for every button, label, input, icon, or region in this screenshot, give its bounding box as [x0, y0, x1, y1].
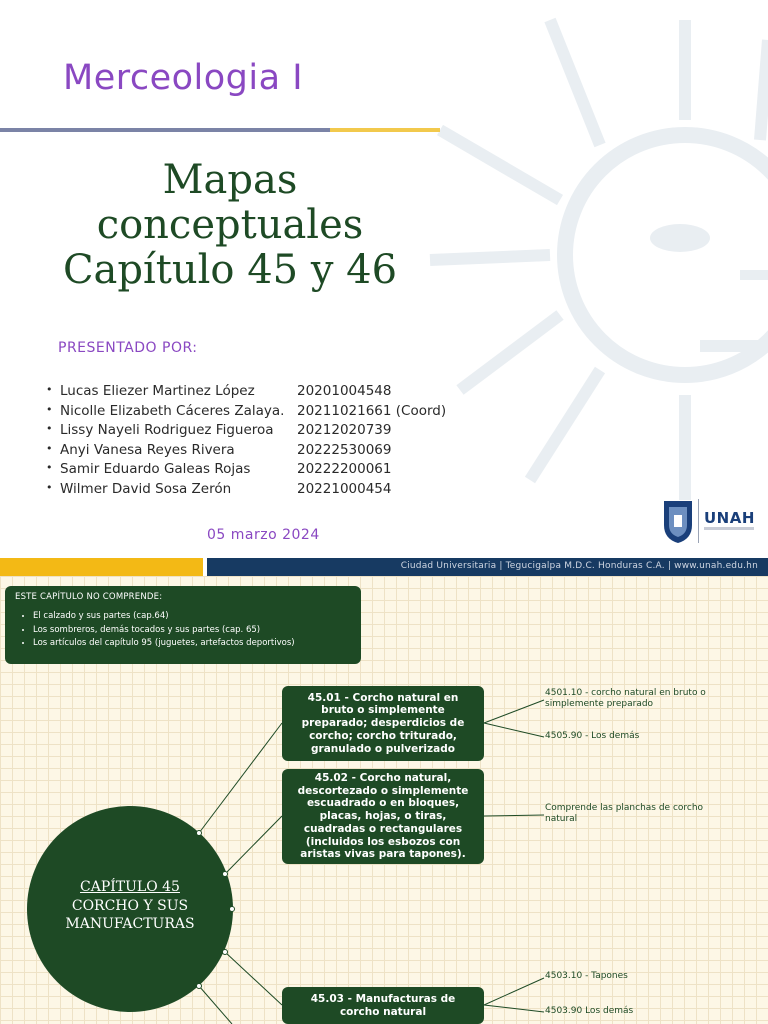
chapter-node [27, 806, 233, 1012]
exclusion-list [15, 610, 351, 651]
student-name: Wilmer David Sosa Zerón [60, 480, 232, 497]
chapter-number: CAPÍTULO 45 [80, 879, 180, 895]
student-name: Anyi Vanesa Reyes Rivera [60, 441, 235, 458]
connector-line [225, 952, 282, 1005]
student-id: 20222200061 [297, 461, 392, 477]
student-name: Lissy Nayeli Rodriguez Figueroa [60, 422, 274, 438]
student-id: 20222530069 [297, 441, 392, 458]
concept-map [0, 576, 768, 1024]
subheading-leaf: 4505.90 - Los demás [545, 731, 640, 741]
title-line: Capítulo 45 y 46 [62, 247, 398, 293]
student-id: 20211021661 (Coord) [297, 402, 447, 419]
heading-node-4502: 45.02 - Corcho natural, descortezado o simplemente escuadrado o en bloques, placas, hojas, o tiras, cuadradas o rectangulares (incluidos los esbozos con aristas vivas para tapones). [282, 769, 484, 864]
footer-bar [0, 558, 768, 576]
connector-dot [196, 983, 202, 989]
exclusion-item: • Los artículos del capítulo 95 (juguetes, artefactos deportivos) [33, 637, 351, 651]
connector-line [484, 723, 544, 737]
subheading-leaf: 4503.10 - Tapones [545, 971, 628, 981]
connector-line [484, 700, 544, 723]
connector-dot [222, 871, 228, 877]
subheading-leaf: 4503.90 Los demás [545, 1006, 634, 1016]
student-id: 20221000454 [297, 480, 392, 497]
divider-blue [0, 128, 330, 132]
connector-line [484, 815, 544, 816]
connector-line [225, 816, 282, 874]
student-name: Lucas Eliezer Martinez López [60, 383, 255, 399]
course-subject: Merceologia I [63, 58, 304, 98]
chapter-name: MANUFACTURAS [65, 916, 195, 932]
connector-dot [196, 830, 202, 836]
page-title [40, 158, 420, 293]
unah-crest-icon [660, 495, 696, 545]
chapter-name: CORCHO Y SUS [71, 898, 189, 914]
footer-yellow-block [0, 558, 203, 576]
connector-line [199, 986, 232, 1024]
subheading-leaf: 4501.10 - corcho natural en bruto o simplemente preparado [545, 688, 706, 709]
connector-line [484, 1005, 544, 1012]
student-id: 20212020739 [297, 422, 392, 438]
subheading-leaf: Comprende las planchas de corcho natural [545, 803, 704, 824]
heading-node-4503: 45.03 - Manufacturas de corcho natural [282, 987, 484, 1024]
footer-navy-block [207, 558, 768, 576]
title-line: conceptuales [96, 202, 364, 248]
connector-dot [222, 949, 228, 955]
presented-by-label: PRESENTADO POR: [58, 340, 198, 356]
student-id: 20201004548 [297, 383, 392, 399]
presentation-date: 05 marzo 2024 [207, 527, 320, 543]
logo-text: UNAH [704, 509, 755, 527]
divider-yellow [330, 128, 440, 132]
exclusion-note [5, 586, 361, 664]
connector-dot [229, 906, 235, 912]
heading-node-4501: 45.01 - Corcho natural en bruto o simplemente preparado; desperdicios de corcho; corcho triturado, granulado o pulverizado [282, 686, 484, 761]
footer-text: Ciudad Universitaria | Tegucigalpa M.D.C. Honduras C.A. | www.unah.edu.hn [400, 561, 758, 571]
exclusion-item: • El calzado y sus partes (cap.64) [33, 610, 351, 624]
student-name: Samir Eduardo Galeas Rojas [60, 461, 251, 477]
unah-logo [660, 495, 760, 545]
title-line: Mapas [162, 157, 298, 203]
connector-line [199, 723, 282, 833]
exclusion-item: • Los sombreros, demás tocados y sus partes (cap. 65) [33, 624, 351, 638]
connector-line [484, 978, 544, 1005]
logo-divider [698, 499, 699, 543]
student-name: Nicolle Elizabeth Cáceres Zalaya. [60, 402, 285, 419]
exclusion-title: ESTE CAPÍTULO NO COMPRENDE: [15, 592, 163, 602]
logo-subline [704, 527, 754, 530]
